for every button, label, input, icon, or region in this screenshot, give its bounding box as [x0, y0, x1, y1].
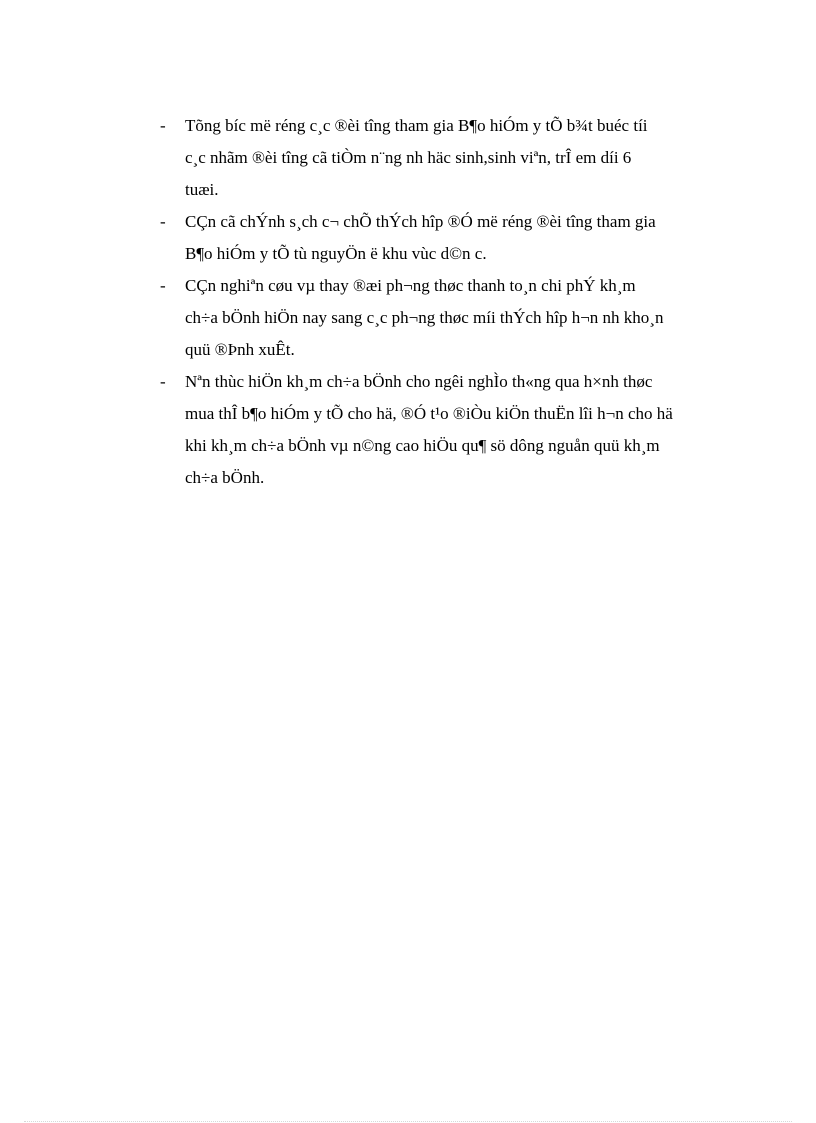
paragraph-line: Tõng bíc më réng c¸c ®èi tîng tham gia B¶o hiÓm y tÕ b¾t buéc tíi [185, 116, 648, 135]
paragraph-line: khi kh¸m ch÷a bÖnh vµ n©ng cao hiÖu qu¶ sö dông nguån quü kh¸m [185, 436, 660, 455]
paragraph-line: CÇn cã chÝnh s¸ch c¬ chÕ thÝch hîp ®Ó më réng ®èi tîng tham gia [185, 212, 656, 231]
bullet-list [160, 110, 750, 494]
paragraph-line: mua thÎ b¶o hiÓm y tÕ cho hä, ®Ó t¹o ®iÒu kiÖn thuËn lîi h¬n cho hä [185, 404, 673, 423]
bullet-item-3 [160, 270, 750, 366]
paragraph-line: B¶o hiÓm y tÕ tù nguyÖn ë khu vùc d©n c. [185, 244, 487, 263]
paragraph-line: quü ®Þnh xuÊt. [185, 340, 295, 359]
bullet-marker: - [160, 116, 166, 135]
paragraph-line: ch÷a bÖnh. [185, 468, 265, 487]
bullet-marker: - [160, 372, 166, 391]
bullet-item-1 [160, 110, 750, 206]
bullet-item-2 [160, 206, 750, 270]
paragraph-line: Nªn thùc hiÖn kh¸m ch÷a bÖnh cho ngêi nghÌo th«ng qua h×nh thøc [185, 372, 653, 391]
page-bottom-rule [24, 1121, 792, 1122]
bullet-item-4 [160, 366, 750, 494]
paragraph-line: tuæi. [185, 180, 219, 199]
bullet-marker: - [160, 276, 166, 295]
paragraph-line: c¸c nhãm ®èi tîng cã tiÒm n¨ng nh häc sinh,sinh viªn, trÎ em díi 6 [185, 148, 632, 167]
bullet-marker: - [160, 212, 166, 231]
paragraph-line: CÇn nghiªn cøu vµ thay ®æi ph¬ng thøc thanh to¸n chi phÝ kh¸m [185, 276, 636, 295]
paragraph-line: ch÷a bÖnh hiÖn nay sang c¸c ph¬ng thøc míi thÝch hîp h¬n nh kho¸n [185, 308, 664, 327]
